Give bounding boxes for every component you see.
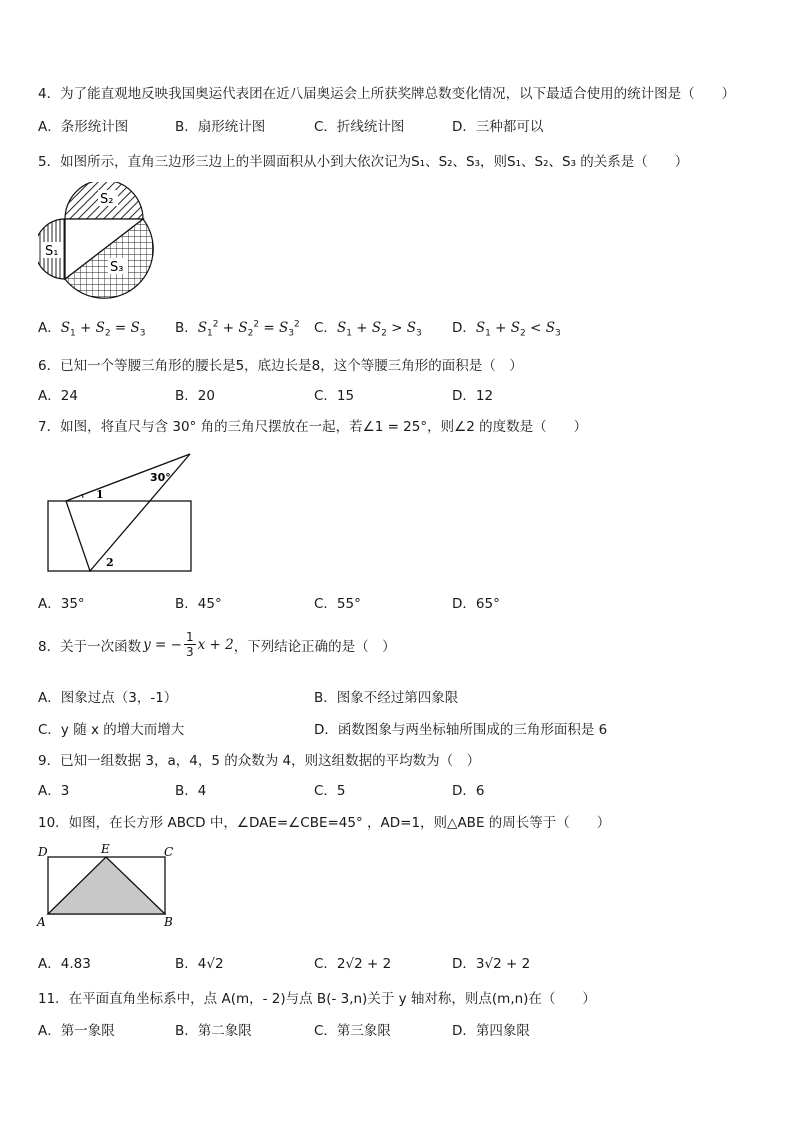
q5-label-s3: S₃ — [110, 260, 124, 275]
q4-option-b[interactable]: B．扇形统计图 — [175, 119, 266, 135]
q10-label-d: D — [38, 845, 48, 859]
q8-fraction — [184, 630, 196, 659]
q8-fraction-numerator: 1 — [185, 630, 194, 644]
q5-option-b[interactable]: B．$S_1^2 + S_2^2 = S_3^2$ — [175, 319, 300, 339]
question-11-stem: 11．在平面直角坐标系中，点 A(m，- 2)与点 B(- 3,n)关于 y 轴对称，则点(m,n)在（ ） — [38, 991, 596, 1007]
q7-option-a[interactable]: A．35° — [38, 596, 85, 612]
q8-option-d[interactable]: D．函数图象与两坐标轴所围成的三角形面积是 6 — [314, 722, 608, 738]
question-7-stem: 7．如图，将直尺与含 30° 角的三角尺摆放在一起，若∠1 = 25°，则∠2 的度数是（ ） — [38, 419, 588, 435]
q7-label-angle-2: 2 — [106, 556, 114, 569]
q10-label-c: C — [164, 845, 174, 859]
q10-label-a: A — [37, 915, 46, 929]
q7-label-30deg: 30° — [150, 471, 171, 484]
q7-label-angle-1: 1 — [96, 488, 104, 501]
q10-option-a[interactable]: A．4.83 — [38, 956, 91, 972]
q8-option-b[interactable]: B．图象不经过第四象限 — [314, 690, 459, 706]
q5-option-c[interactable]: C．$S_1 + S_2 > S_3$ — [314, 320, 422, 339]
q8-fraction-denominator: 3 — [185, 645, 194, 659]
q7-option-c[interactable]: C．55° — [314, 596, 361, 612]
question-10-stem: 10．如图，在长方形 ABCD 中，∠DAE=∠CBE=45° ，AD=1，则△ABE 的周长等于（ ） — [38, 815, 611, 831]
q9-option-d[interactable]: D．6 — [452, 783, 485, 799]
q5-label-s1: S₁ — [45, 244, 59, 259]
q11-option-d[interactable]: D．第四象限 — [452, 1023, 530, 1039]
question-8-stem — [38, 630, 396, 659]
q11-option-c[interactable]: C．第三象限 — [314, 1023, 391, 1039]
q6-option-d[interactable]: D．12 — [452, 388, 494, 404]
q11-option-a[interactable]: A．第一象限 — [38, 1023, 115, 1039]
q10-option-b[interactable]: B．4√2 — [175, 956, 224, 972]
question-5-stem: 5．如图所示，直角三边形三边上的半圆面积从小到大依次记为S₁、S₂、S₃，则S₁、S₂、S₃ 的关系是（ ） — [38, 154, 689, 170]
q10-rectangle-figure — [34, 840, 184, 932]
q8-stem-suffix: ，下列结论正确的是（ ） — [233, 638, 396, 655]
q4-option-a[interactable]: A．条形统计图 — [38, 119, 129, 135]
q10-option-c[interactable]: C．2√2 + 2 — [314, 956, 392, 972]
q5-label-s2: S₂ — [100, 192, 114, 207]
q6-option-c[interactable]: C．15 — [314, 388, 355, 404]
q4-option-c[interactable]: C．折线统计图 — [314, 119, 405, 135]
q7-ruler-triangle-figure — [38, 448, 198, 574]
q10-label-e: E — [101, 842, 110, 856]
q7-option-b[interactable]: B．45° — [175, 596, 222, 612]
q5-option-d[interactable]: D．$S_1 + S_2 < S_3$ — [452, 320, 561, 339]
q8-formula-right: x + 2 — [197, 636, 234, 653]
q6-option-b[interactable]: B．20 — [175, 388, 215, 404]
q5-option-a[interactable]: A．$S_1 + S_2 = S_3$ — [38, 320, 146, 339]
q9-option-b[interactable]: B．4 — [175, 783, 207, 799]
q9-option-a[interactable]: A．3 — [38, 783, 70, 799]
question-4-stem: 4．为了能直观地反映我国奥运代表团在近八届奥运会上所获奖牌总数变化情况，以下最适合使用的统计图是（ ） — [38, 86, 736, 102]
q8-option-a[interactable]: A．图象过点（3，-1） — [38, 690, 178, 706]
q11-option-b[interactable]: B．第二象限 — [175, 1023, 252, 1039]
q8-formula-left: y = − — [143, 636, 182, 653]
q9-option-c[interactable]: C．5 — [314, 783, 346, 799]
q8-option-c[interactable]: C．y 随 x 的增大而增大 — [38, 722, 185, 738]
q10-option-d[interactable]: D．3√2 + 2 — [452, 956, 531, 972]
q6-option-a[interactable]: A．24 — [38, 388, 78, 404]
q7-option-d[interactable]: D．65° — [452, 596, 500, 612]
q4-option-d[interactable]: D．三种都可以 — [452, 119, 544, 135]
question-6-stem: 6．已知一个等腰三角形的腰长是5，底边长是8，这个等腰三角形的面积是（ ） — [38, 358, 523, 374]
q8-stem-prefix: 8．关于一次函数 — [38, 638, 142, 655]
q10-label-b: B — [164, 915, 173, 929]
question-9-stem: 9．已知一组数据 3，a，4，5 的众数为 4，则这组数据的平均数为（ ） — [38, 753, 481, 769]
q5-semicircle-figure — [38, 182, 164, 300]
